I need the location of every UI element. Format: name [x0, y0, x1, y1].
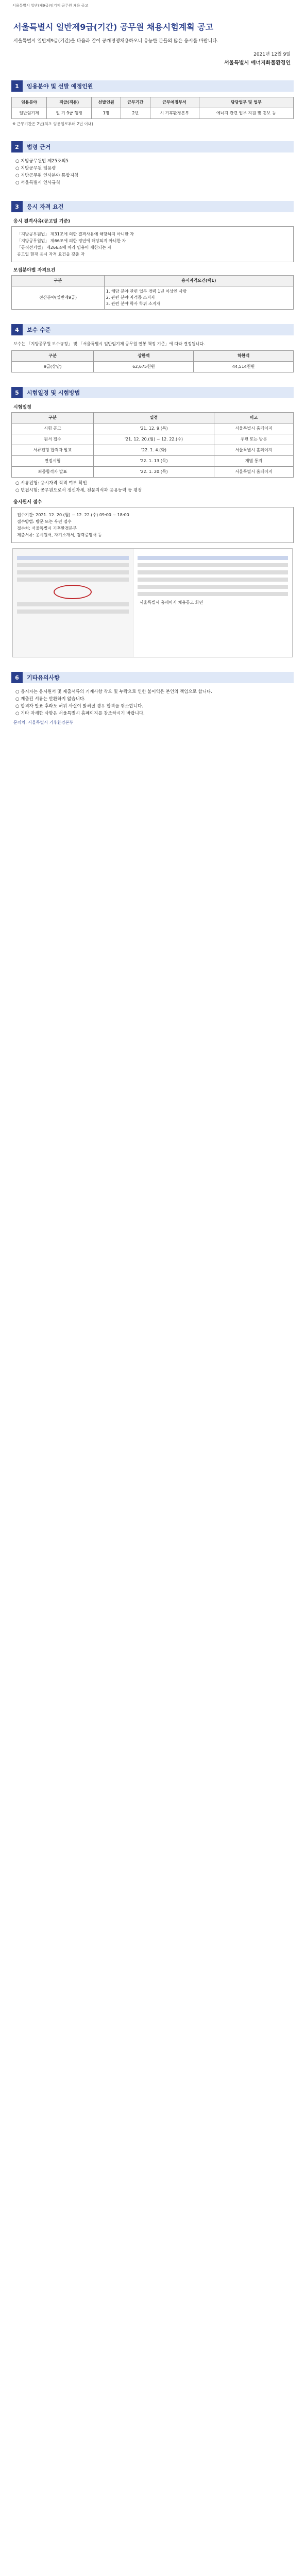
col-header: 근무기간	[121, 97, 150, 108]
table-cell: 서울특별시 홈페이지	[214, 467, 293, 478]
section-number: 3	[11, 201, 23, 212]
table-cell: 에너지 관련 업무 지원 및 홍보 등	[199, 108, 293, 119]
table-cell: 2년	[121, 108, 150, 119]
col-header: 담당업무 및 업무	[199, 97, 293, 108]
list-item: ○ 합격자 발표 후라도 허위 사실이 밝혀질 경우 합격을 취소합니다.	[15, 703, 294, 710]
apply-line: 제출서류: 응시원서, 자기소개서, 경력증명서 등	[17, 533, 102, 537]
table-cell: 1명	[92, 108, 121, 119]
apply-box	[11, 507, 294, 543]
col-header: 근무예정부서	[150, 97, 199, 108]
section-number: 5	[11, 387, 23, 398]
list-item: ○ 서류전형: 응시자격 적격 여부 확인	[15, 480, 294, 487]
section-title: 기타유의사항	[27, 674, 60, 681]
section-3-header	[11, 201, 294, 212]
table-row	[12, 434, 294, 445]
table-cell: 서울특별시 홈페이지	[214, 423, 293, 434]
col-header: 구분	[12, 351, 94, 362]
col-header: 응시자격요건(택1)	[104, 276, 293, 286]
table-cell: 일반임기제	[12, 108, 47, 119]
list-item: ○ 지방공무원법 제25조의5	[15, 158, 294, 165]
sub-heading: 모집분야별 자격요건	[13, 268, 56, 273]
list-item: ○ 서울특별시 인사규칙	[15, 179, 294, 187]
list-item: ○ 제출된 서류는 반환하지 않습니다.	[15, 696, 294, 703]
table-row	[12, 423, 294, 434]
qual-item: 1. 해당 분야 관련 업무 경력 1년 이상인 사람	[106, 289, 187, 294]
apply-line: 접수처: 서울특별시 기후환경본부	[17, 526, 77, 531]
table-row	[12, 445, 294, 456]
section-title: 보수 수준	[27, 327, 51, 333]
list-item: ○ 응시자는 응시원서 및 제출서류의 기재사항 착오 및 누락으로 인한 불이익은 본인의 책임으로 합니다.	[15, 688, 294, 696]
table-cell: 전산분야(일반제9급)	[12, 286, 105, 310]
schedule-table	[11, 412, 294, 478]
col-header: 하한액	[194, 351, 294, 362]
recruitment-table	[11, 97, 294, 119]
section-title: 임용분야 및 선발 예정인원	[27, 83, 93, 90]
table-cell: 면접시험	[12, 456, 94, 467]
section-1-header	[11, 80, 294, 92]
table-row	[12, 456, 294, 467]
website-screenshot	[12, 548, 293, 657]
table-cell: 우편 또는 방문	[214, 434, 293, 445]
table-cell: 62,675천원	[94, 362, 194, 372]
section-number: 6	[11, 672, 23, 683]
section-title: 시험일정 및 시험방법	[27, 389, 80, 396]
method-list	[15, 480, 294, 494]
section-title: 법령 근거	[27, 144, 51, 150]
table-row	[12, 467, 294, 478]
page-title: 서울특별시 일반제9급(기간) 공무원 채용시험계획 공고	[13, 22, 214, 32]
table-cell: '22. 1. 20.(목)	[93, 467, 214, 478]
section-number: 1	[11, 80, 23, 92]
req-line: 「공직선거법」 제266조에 따라 임용이 제한되는 자	[17, 245, 112, 250]
qual-item: 3. 관련 분야 학사 학위 소지자	[106, 301, 161, 306]
table-cell: 9급(상당)	[12, 362, 94, 372]
apply-line: 접수방법: 방문 또는 우편 접수	[17, 519, 72, 524]
pay-text: 보수는 「지방공무원 보수규정」 및 「서울특별시 일반임기제 공무원 연봉 책정 기준」에 따라 결정됩니다.	[13, 342, 205, 346]
req-line: 공고일 현재 응시 자격 요건을 갖춘 자	[17, 252, 85, 257]
table-cell: '21. 12. 20.(월) ~ 12. 22.(수)	[93, 434, 214, 445]
table-cell: 원서 접수	[12, 434, 94, 445]
highlight-circle	[54, 585, 92, 599]
requirements-box	[11, 226, 294, 262]
pay-table	[11, 350, 294, 372]
section-title: 응시 자격 요건	[27, 204, 64, 210]
section-number: 2	[11, 141, 23, 152]
screenshot-caption: 서울특별시 홈페이지 채용공고 화면	[139, 600, 204, 605]
section-4-header	[11, 324, 294, 335]
req-line: 「지방공무원법」 제31조에 의한 결격사유에 해당하지 아니한 자	[17, 232, 134, 236]
col-header: 선발인원	[92, 97, 121, 108]
header-note: 서울특별시 일반(제9급)임기제 공무원 채용 공고	[12, 4, 89, 8]
screenshot-content	[133, 549, 292, 657]
col-header: 구분	[12, 413, 94, 423]
table-cell: 시 기후환경본부	[150, 108, 199, 119]
list-item: ○ 면접시험: 공무원으로서 정신자세, 전문지식과 응용능력 등 평정	[15, 487, 294, 494]
screenshot-sidebar	[13, 549, 133, 657]
table-cell: 개별 통지	[214, 456, 293, 467]
col-header: 상한액	[94, 351, 194, 362]
caution-list	[15, 688, 294, 717]
table-cell: 44,514천원	[194, 362, 294, 372]
table-cell: '22. 1. 13.(목)	[93, 456, 214, 467]
req-line: 「지방공무원법」 제66조에 의한 정년에 해당되지 아니한 자	[17, 239, 126, 243]
contact-info: 문의처: 서울특별시 기후환경본부	[13, 720, 73, 725]
table-cell: 서울특별시 홈페이지	[214, 445, 293, 456]
section-5-header	[11, 387, 294, 398]
table-cell: 최종합격자 발표	[12, 467, 94, 478]
law-list	[15, 158, 294, 187]
table-cell: 서류전형 합격자 발표	[12, 445, 94, 456]
table-cell: '21. 12. 9.(목)	[93, 423, 214, 434]
sub-heading: 응시원서 접수	[13, 500, 42, 505]
notice-date: 2021년 12월 9일	[253, 52, 291, 57]
list-item: ○ 기타 자세한 사항은 서울특별시 홈페이지를 참조하시기 바랍니다.	[15, 710, 294, 717]
table-cell: '22. 1. 4.(화)	[93, 445, 214, 456]
section-2-header	[11, 141, 294, 152]
col-header: 일정	[93, 413, 214, 423]
col-header: 직급(직류)	[47, 97, 92, 108]
table-cell: 일 기 9급 행정	[47, 108, 92, 119]
table-note: ※ 근무기간은 2년(최초 임용일로부터 2년 이내)	[12, 122, 93, 126]
sub-heading: 응시 결격사유(공고일 기준)	[13, 219, 71, 224]
list-item: ○ 지방공무원 임용령	[15, 165, 294, 172]
col-header: 구분	[12, 276, 105, 286]
section-number: 4	[11, 324, 23, 335]
qual-item: 2. 관련 분야 자격증 소지자	[106, 295, 155, 300]
col-header: 비고	[214, 413, 293, 423]
section-6-header	[11, 672, 294, 683]
col-header: 임용분야	[12, 97, 47, 108]
sub-heading: 시험일정	[13, 405, 31, 410]
apply-line: 접수기간: 2021. 12. 20.(월) ~ 12. 22.(수) 09:00 ~ 18:00	[17, 513, 129, 517]
table-cell: 시험 공고	[12, 423, 94, 434]
issuing-org: 서울특별시 에너지화물환경인	[224, 60, 291, 66]
list-item: ○ 지방공무원 인사분야 통합지침	[15, 172, 294, 179]
qualification-table	[11, 275, 294, 310]
intro-text: 서울특별시 일반제9급(기간)을 다음과 같이 공개경쟁채용하오니 유능한 분들의 많은 응시를 바랍니다.	[13, 39, 218, 44]
